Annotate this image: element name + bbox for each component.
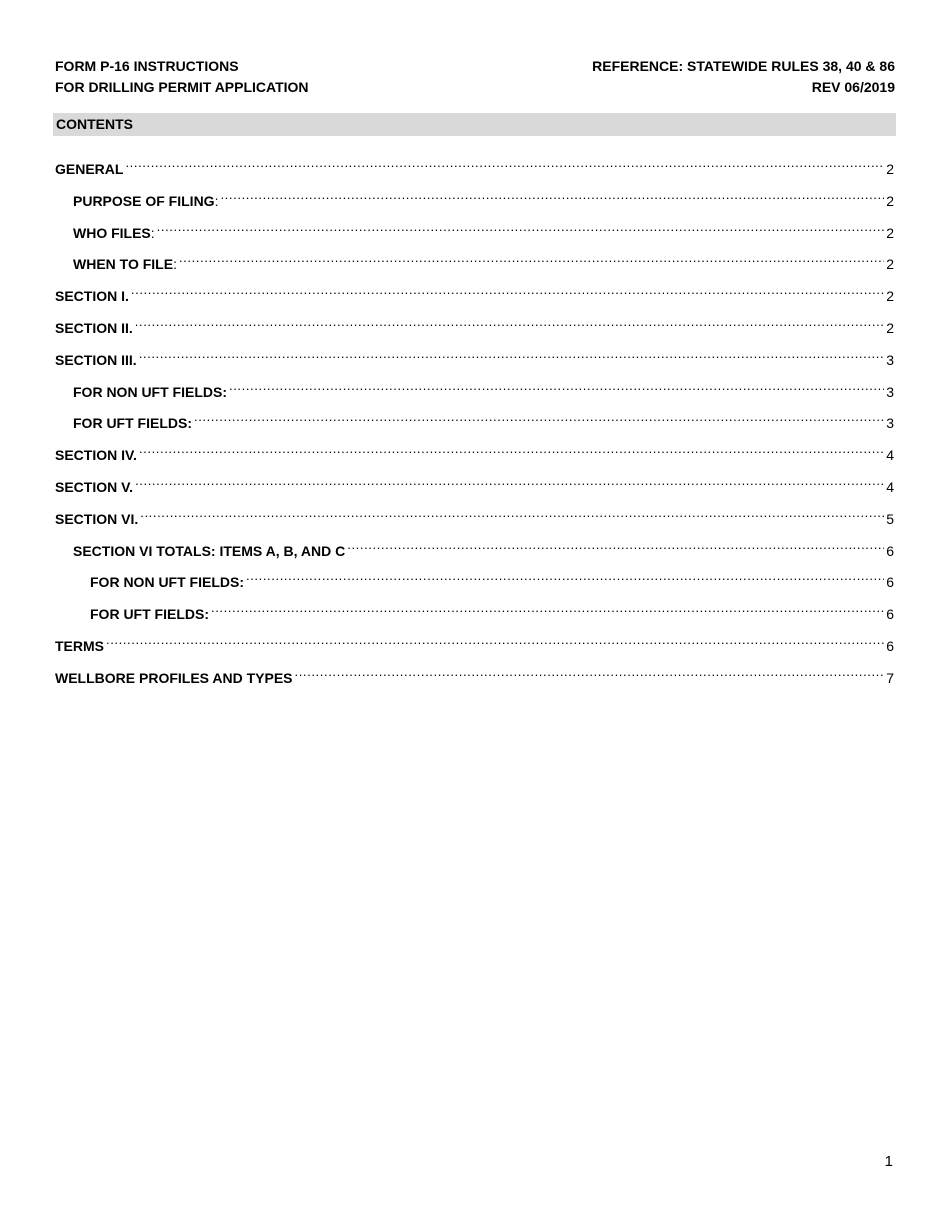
toc-entry-title: SECTION III.: [55, 351, 137, 368]
toc-entry-page: 6: [886, 606, 894, 623]
toc-dot-leader: [135, 470, 884, 492]
toc-entry-title: WHO FILES: [73, 224, 151, 241]
rules-reference: REFERENCE: STATEWIDE RULES 38, 40 & 86: [592, 58, 895, 74]
page-header: [55, 56, 895, 98]
toc-dot-leader: [220, 184, 884, 206]
toc-entry-title: SECTION II.: [55, 319, 133, 336]
toc-entry[interactable]: [55, 597, 894, 629]
toc-entry-title: FOR NON UFT FIELDS:: [90, 574, 244, 591]
toc-entry[interactable]: [55, 406, 894, 438]
toc-dot-leader: [139, 343, 885, 365]
toc-entry-title: SECTION VI.: [55, 510, 139, 527]
toc-entry[interactable]: [55, 470, 894, 502]
toc-entry[interactable]: [55, 279, 894, 311]
toc-entry-title: WHEN TO FILE: [73, 256, 174, 273]
toc-entry-page: 2: [886, 288, 894, 305]
toc-entry-page: 4: [886, 478, 894, 495]
toc-dot-leader: [179, 247, 884, 269]
toc-entry[interactable]: [55, 565, 894, 597]
toc-dot-leader: [194, 406, 884, 428]
toc-entry[interactable]: [55, 534, 894, 566]
toc-entry-page: 6: [886, 574, 894, 591]
revision-date: REV 06/2019: [811, 79, 895, 95]
toc-dot-leader: [229, 375, 884, 397]
toc-entry[interactable]: [55, 661, 894, 693]
toc-entry[interactable]: [55, 311, 894, 343]
toc-entry-title: FOR NON UFT FIELDS:: [73, 383, 227, 400]
toc-entry-page: 7: [886, 669, 894, 686]
toc-dot-leader: [140, 502, 884, 524]
toc-entry-title: FOR UFT FIELDS:: [73, 415, 192, 432]
toc-entry-title: SECTION VI TOTALS: ITEMS A, B, AND C: [73, 542, 346, 559]
form-title: FORM P-16 INSTRUCTIONS: [55, 58, 239, 74]
toc-entry-page: 2: [886, 319, 894, 336]
table-of-contents: [55, 152, 894, 693]
toc-dot-leader: [106, 629, 884, 651]
toc-dot-leader: [139, 438, 884, 460]
toc-entry-title: SECTION V.: [55, 478, 134, 495]
toc-entry-page: 5: [886, 510, 894, 527]
toc-entry-page: 2: [886, 224, 894, 241]
toc-entry[interactable]: [55, 184, 894, 216]
toc-dot-leader: [347, 534, 884, 556]
toc-entry[interactable]: [55, 438, 894, 470]
toc-dot-leader: [131, 279, 884, 301]
toc-entry[interactable]: [55, 629, 894, 661]
toc-entry-page: 2: [886, 192, 894, 209]
toc-entry-title: FOR UFT FIELDS:: [90, 606, 209, 623]
toc-dot-leader: [211, 597, 884, 619]
toc-entry-page: 3: [886, 351, 894, 368]
toc-entry[interactable]: [55, 375, 894, 407]
toc-entry-title: TERMS: [55, 637, 104, 654]
form-subtitle: FOR DRILLING PERMIT APPLICATION: [55, 79, 309, 95]
toc-entry[interactable]: [55, 152, 894, 184]
toc-entry-page: 6: [886, 637, 894, 654]
toc-entry-title: SECTION I.: [55, 288, 129, 305]
page-number: 1: [884, 1153, 893, 1170]
toc-dot-leader: [295, 661, 885, 683]
header-left: [55, 56, 309, 98]
toc-entry-suffix: :: [214, 192, 219, 209]
toc-entry-suffix: :: [150, 224, 155, 241]
toc-entry-page: 4: [886, 447, 894, 464]
toc-entry-page: 3: [886, 415, 894, 432]
toc-dot-leader: [246, 565, 884, 587]
toc-entry[interactable]: [55, 343, 894, 375]
toc-dot-leader: [157, 216, 885, 238]
header-right: [592, 56, 895, 98]
toc-entry-title: GENERAL: [55, 161, 124, 177]
toc-entry-page: 2: [886, 161, 894, 177]
toc-entry-title: PURPOSE OF FILING: [73, 192, 215, 209]
toc-entry-title: WELLBORE PROFILES AND TYPES: [55, 669, 293, 686]
toc-entry[interactable]: [55, 216, 894, 248]
toc-dot-leader: [125, 152, 884, 174]
toc-entry-page: 3: [886, 383, 894, 400]
toc-entry[interactable]: [55, 502, 894, 534]
contents-heading: CONTENTS: [56, 116, 133, 132]
toc-dot-leader: [135, 311, 884, 333]
toc-entry-page: 2: [886, 256, 894, 273]
toc-entry[interactable]: [55, 247, 894, 279]
toc-entry-page: 6: [886, 542, 894, 559]
toc-entry-title: SECTION IV.: [55, 447, 137, 464]
contents-heading-bar: [53, 113, 896, 136]
toc-entry-suffix: :: [173, 256, 177, 273]
